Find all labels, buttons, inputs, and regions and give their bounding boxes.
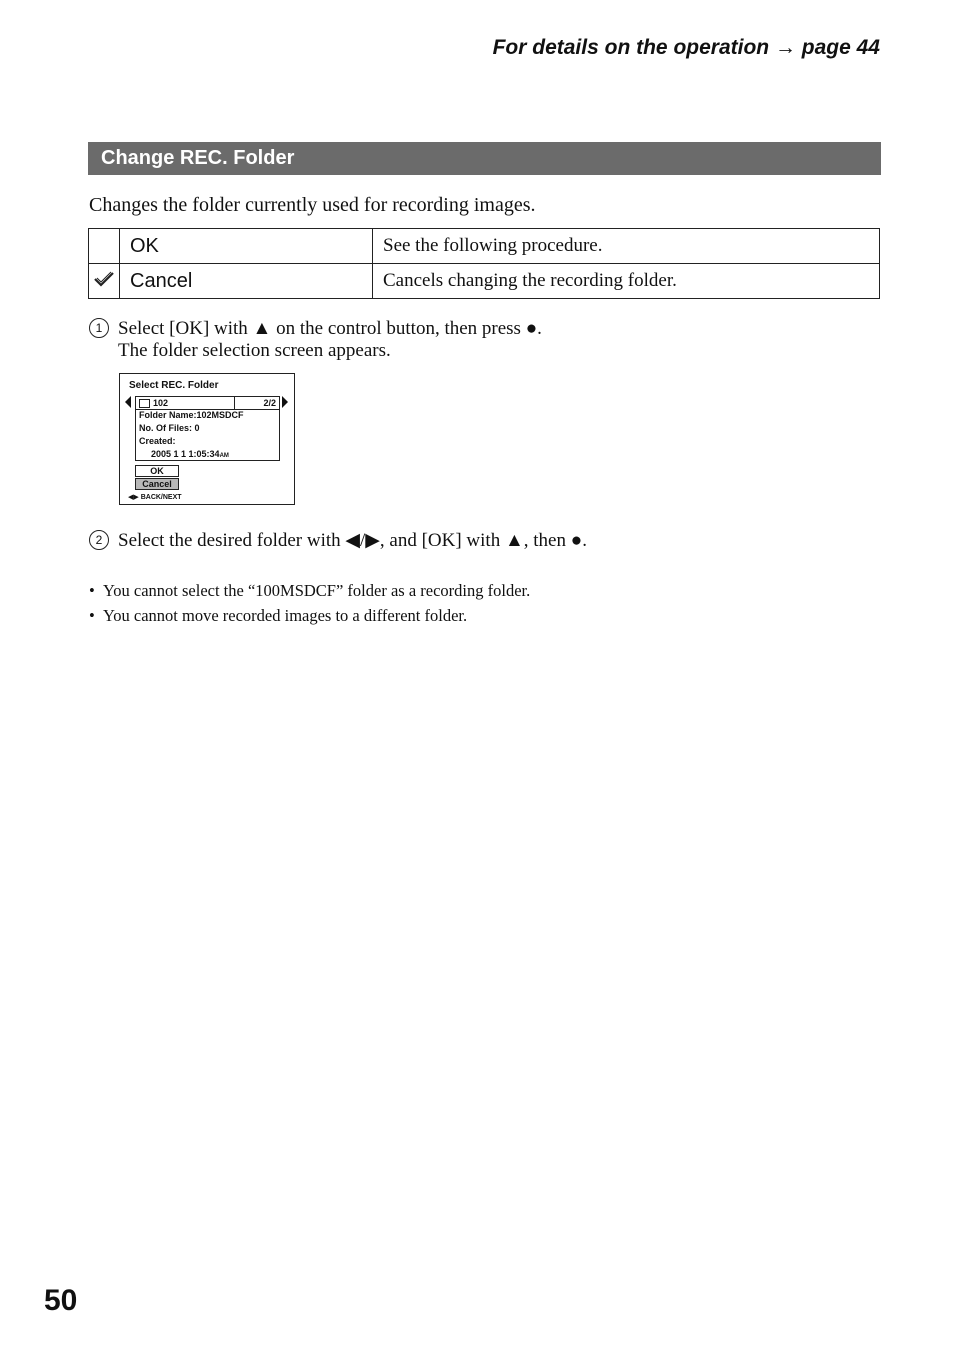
created-value — [151, 449, 229, 459]
checkmark-icon — [93, 270, 115, 288]
step-text: Select [OK] with ▲ on the control button, then press ●. — [118, 318, 542, 339]
screen-footer-hint: ◀▶ BACK/NEXT — [128, 494, 182, 501]
option-row-ok — [89, 229, 880, 264]
screen-title: Select REC. Folder — [129, 380, 219, 391]
file-count: No. Of Files: 0 — [139, 423, 200, 433]
option-description: Cancels changing the recording folder. — [373, 264, 880, 299]
created-date: 2005 1 1 1:05:34 — [151, 449, 220, 459]
divider — [234, 397, 235, 409]
folder-info-box — [135, 396, 280, 461]
note-item — [89, 578, 530, 603]
step-2 — [89, 530, 587, 552]
note-item — [89, 603, 530, 628]
bullet-icon: • — [89, 606, 95, 625]
section-title: Change REC. Folder — [88, 142, 881, 175]
folder-header-row — [136, 397, 279, 410]
created-ampm: AM — [219, 453, 229, 459]
created-label: Created: — [139, 436, 176, 446]
option-description: See the following procedure. — [373, 229, 880, 264]
folder-icon — [139, 399, 150, 408]
arrow-left-icon — [125, 396, 131, 408]
step-result: The folder selection screen appears. — [118, 340, 391, 361]
option-name: OK — [120, 229, 373, 264]
page-reference: For details on the operation → page 44 — [492, 36, 880, 59]
notes-list — [89, 578, 530, 628]
step-text: Select the desired folder with ◀/▶, and [OK] with ▲, then ●. — [118, 530, 587, 551]
step-number: 1 — [89, 318, 109, 338]
step-number: 2 — [89, 530, 109, 550]
option-row-cancel — [89, 264, 880, 299]
option-icon-cell — [89, 264, 120, 299]
section-intro: Changes the folder currently used for recording images. — [89, 194, 536, 216]
arrow-right-icon — [282, 396, 288, 408]
option-name: Cancel — [120, 264, 373, 299]
folder-name: Folder Name:102MSDCF — [139, 410, 244, 420]
folder-number: 102 — [153, 398, 169, 408]
screen-ok-button: OK — [135, 465, 179, 477]
bullet-icon: • — [89, 581, 95, 600]
page-number: 50 — [44, 1284, 78, 1317]
note-text: You cannot move recorded images to a different folder. — [103, 606, 468, 625]
note-text: You cannot select the “100MSDCF” folder as a recording folder. — [103, 581, 531, 600]
camera-screen-illustration — [119, 373, 295, 505]
page-indicator: 2/2 — [263, 398, 276, 408]
screen-cancel-button: Cancel — [135, 478, 179, 490]
options-table — [88, 228, 880, 299]
option-icon-cell — [89, 229, 120, 264]
step-1 — [89, 318, 542, 362]
